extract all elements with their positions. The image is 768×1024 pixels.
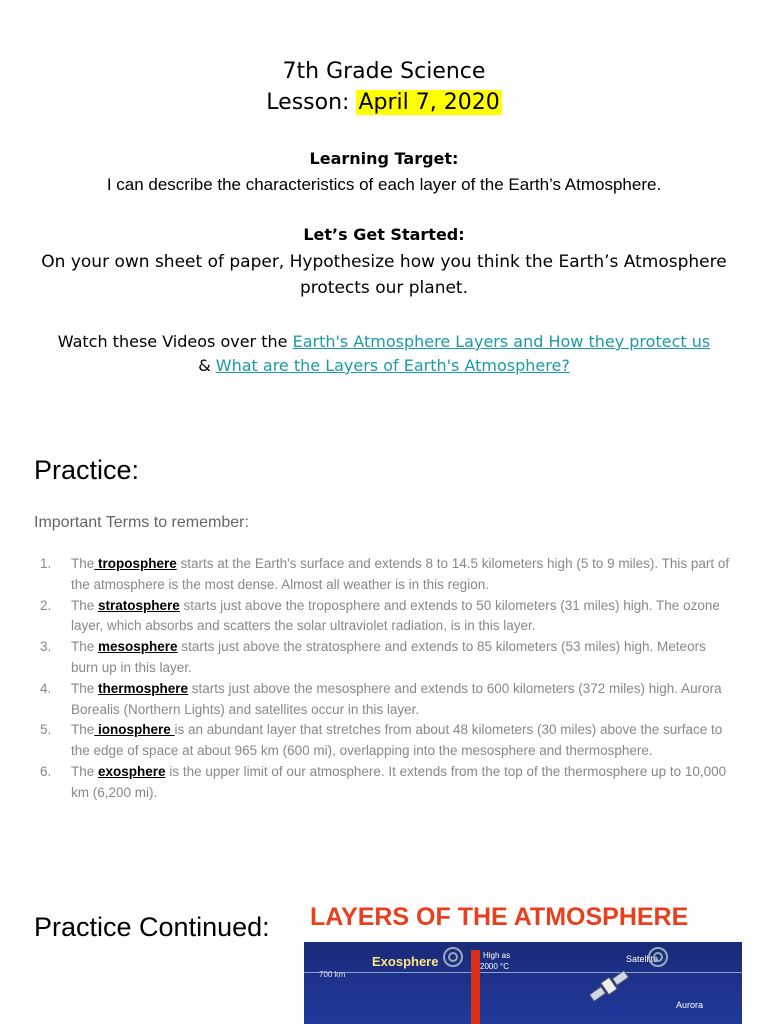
term-prefix: The xyxy=(71,556,95,571)
videos-ampersand: & xyxy=(198,356,211,375)
satellite-label: Satellite xyxy=(626,954,659,964)
videos-paragraph xyxy=(0,330,768,378)
term-description: starts just above the stratosphere and extends to 85 kilometers (53 miles) high. Meteors burn up in this layer. xyxy=(71,639,706,675)
videos-prefix: Watch these Videos over the xyxy=(57,332,288,351)
video-link-layers-of-atmosphere[interactable]: What are the Layers of Earth's Atmosphere? xyxy=(215,356,570,375)
temperature-label-line2: 2000 °C xyxy=(480,962,509,971)
term-description: starts at the Earth's surface and extends 8 to 14.5 kilometers high (5 to 9 miles). This part of the atmosphere is the most dense. Almost all weather is in this region. xyxy=(71,556,730,592)
list-number: 5. xyxy=(40,722,52,738)
page-title: 7th Grade Science xyxy=(282,59,486,84)
list-item xyxy=(34,762,734,804)
term-prefix: The xyxy=(71,763,99,779)
term-ionosphere: ionosphere xyxy=(94,722,175,738)
term-mesosphere: mesosphere xyxy=(98,639,178,655)
spiral-icon xyxy=(647,946,669,968)
temperature-bar xyxy=(471,950,480,1024)
satellite-icon xyxy=(586,966,632,1006)
learning-target-text: I can describe the characteristics of each layer of the Earth’s Atmosphere. xyxy=(106,175,662,194)
aurora-label: Aurora xyxy=(676,1000,704,1010)
term-description: is the upper limit of our atmosphere. It extends from the top of the thermosphere up to 10,000 km (6,200 mi). xyxy=(71,763,727,800)
list-number: 4. xyxy=(40,680,52,696)
list-item xyxy=(34,720,734,762)
practice-heading: Practice: xyxy=(34,455,140,485)
term-exosphere: exosphere xyxy=(98,763,166,779)
list-item xyxy=(34,679,734,721)
term-thermosphere: thermosphere xyxy=(98,680,189,696)
term-prefix: The xyxy=(71,597,99,613)
term-stratosphere: stratosphere xyxy=(98,597,180,613)
exosphere-label: Exosphere xyxy=(372,954,439,969)
practice-continued-heading: Practice Continued: xyxy=(34,912,270,942)
list-number: 3. xyxy=(40,639,52,655)
term-prefix: The xyxy=(71,722,95,738)
atmosphere-diagram xyxy=(304,942,742,1024)
layer-divider xyxy=(304,972,742,973)
lesson-label: Lesson: xyxy=(266,90,350,115)
term-description: is an abundant layer that stretches from about 48 kilometers (30 miles) above the surface to the edge of space at about 965 km (600 mi), overlapping into the mesosphere and thermosphere. xyxy=(71,722,723,759)
spiral-icon xyxy=(442,946,464,968)
lesson-line xyxy=(0,88,768,118)
term-prefix: The xyxy=(71,639,99,655)
list-item xyxy=(34,596,734,638)
term-troposphere: troposphere xyxy=(94,556,177,571)
list-number: 1. xyxy=(40,556,52,571)
learning-target-heading: Learning Target: xyxy=(309,149,459,168)
lets-get-started-heading: Let’s Get Started: xyxy=(303,225,465,244)
lesson-date: April 7, 2020 xyxy=(358,90,500,115)
lets-get-started-text: On your own sheet of paper, Hypothesize how you think the Earth’s Atmosphere protects our planet. xyxy=(41,252,727,298)
diagram-title: LAYERS OF THE ATMOSPHERE xyxy=(310,903,689,931)
important-terms-heading: Important Terms to remember: xyxy=(34,514,249,531)
temperature-label-line1: High as xyxy=(483,951,511,960)
list-item xyxy=(34,554,734,596)
term-description: starts just above the troposphere and extends to 50 kilometers (31 miles) high. The ozone layer, which absorbs and scatters the solar ultraviolet radiation, is in this layer. xyxy=(71,597,720,634)
video-link-atmosphere-layers[interactable]: Earth's Atmosphere Layers and How they protect us xyxy=(292,332,711,351)
altitude-label: 700 km xyxy=(319,970,346,979)
list-item xyxy=(34,637,734,679)
list-number: 2. xyxy=(40,597,52,613)
term-prefix: The xyxy=(71,680,99,696)
term-description: starts just above the mesosphere and extends to 600 kilometers (372 miles) high. Aurora Borealis (Northern Lights) and satellites occur in this layer. xyxy=(71,680,722,717)
terms-list xyxy=(34,554,734,804)
list-number: 6. xyxy=(40,763,52,779)
